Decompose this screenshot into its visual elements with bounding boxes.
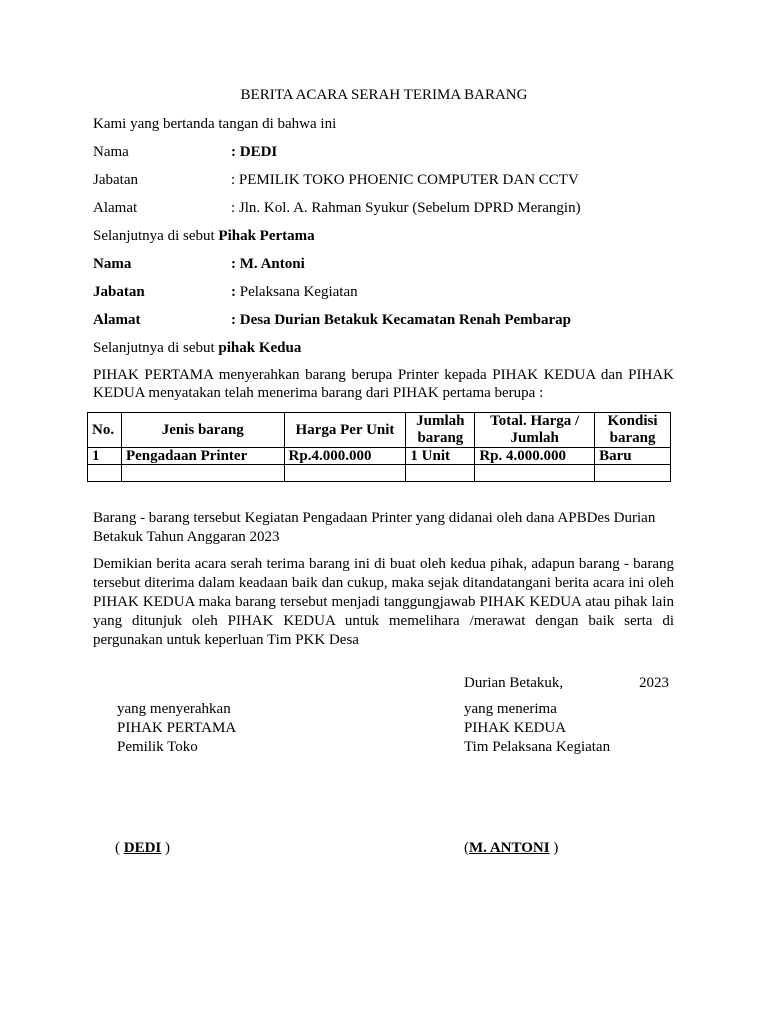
left-sign-role: yang menyerahkan [117,701,231,717]
first-party-address-label: Alamat [93,200,138,216]
first-party-position-value: : PEMILIK TOKO PHOENIC COMPUTER DAN CCTV [231,172,579,188]
signing-place: Durian Betakuk, [464,675,564,691]
first-party-designation-bold: Pihak Pertama [218,228,315,244]
right-paren-close: ) [549,840,559,856]
header-item-type: Jenis barang [121,413,284,448]
header-no: No. [88,413,122,448]
right-signatory [464,840,558,857]
header-condition: Kondisi barang [595,413,671,448]
second-party-name-label: Nama [93,256,132,272]
left-sign-party: PIHAK PERTAMA [117,720,237,736]
right-sign-party: PIHAK KEDUA [464,720,567,736]
right-paren-open: ( [464,840,469,856]
header-total-price: Total. Harga / Jumlah [475,413,595,448]
right-signatory-name: M. ANTONI [469,840,550,856]
header-unit-price: Harga Per Unit [284,413,406,448]
signing-year: 2023 [639,675,669,691]
second-party-designation-bold: pihak Kedua [218,340,302,356]
first-party-designation [93,228,315,245]
left-signatory [115,840,170,857]
second-party-position-label: Jabatan [93,284,145,300]
table-row [88,448,671,465]
right-sign-title: Tim Pelaksana Kegiatan [464,739,611,755]
items-table [87,412,671,482]
funding-paragraph: Barang - barang tersebut Kegiatan Pengadaan Printer yang didanai oleh dana APBDes Durian Betakuk Tahun Anggaran 2023 [93,510,656,545]
table-row-empty [88,465,671,482]
second-party-position-colon: : [231,284,236,300]
second-party-address-label: Alamat [93,312,141,328]
cell-item-type: Pengadaan Printer [121,448,284,465]
document-title: BERITA ACARA SERAH TERIMA BARANG [240,87,528,103]
second-party-designation-prefix: Selanjutnya di sebut [93,340,219,356]
second-party-position-value [231,284,358,301]
right-sign-role: yang menerima [464,701,557,717]
first-party-address-value: : Jln. Kol. A. Rahman Syukur (Sebelum DPRD Merangin) [231,200,581,216]
first-party-designation-prefix: Selanjutnya di sebut [93,228,219,244]
left-paren-close: ) [165,840,171,856]
first-party-name-value: : DEDI [231,144,278,160]
first-party-position-label: Jabatan [93,172,138,188]
left-paren-open: ( [115,840,124,856]
left-signatory-name: DEDI [123,840,162,856]
second-party-position-text: Pelaksana Kegiatan [236,284,358,300]
second-party-address-value: : Desa Durian Betakuk Kecamatan Renah Pembarap [231,312,571,328]
second-party-name-value: : M. Antoni [231,256,305,272]
handover-statement: PIHAK PERTAMA menyerahkan barang berupa Printer kepada PIHAK KEDUA dan PIHAK KEDUA menyatakan telah menerima barang dari PIHAK pertama berupa : [93,367,674,401]
first-party-name-label: Nama [93,144,129,160]
table-header-row [88,413,671,448]
left-sign-title: Pemilik Toko [117,739,198,755]
cell-total-price: Rp. 4.000.000 [475,448,595,465]
header-quantity: Jumlah barang [406,413,475,448]
cell-quantity: 1 Unit [406,448,475,465]
cell-unit-price: Rp.4.000.000 [284,448,406,465]
intro-text: Kami yang bertanda tangan di bahwa ini [93,116,337,132]
second-party-designation [93,340,301,357]
closing-paragraph: Demikian berita acara serah terima barang ini di buat oleh kedua pihak, adapun barang - barang tersebut diterima dalam keadaan baik dan cukup, maka sejak ditandatangani berita acara ini oleh PIHAK KEDUA maka barang tersebut menjadi tanggungjawab PIHAK KEDUA atau pihak lain yang ditunjuk oleh PIHAK KEDUA untuk memelihara /merawat dengan baik serta di pergunakan untuk keperluan Tim PKK Desa [93,556,674,648]
cell-condition: Baru [595,448,671,465]
cell-no: 1 [88,448,122,465]
